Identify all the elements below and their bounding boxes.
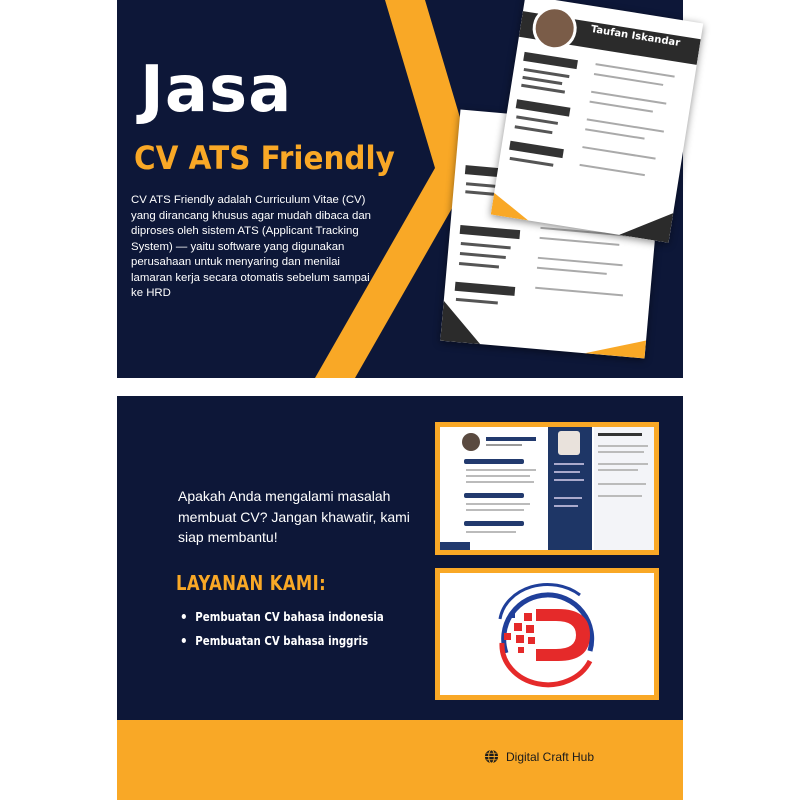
cv-photo xyxy=(530,3,580,53)
promo-question: Apakah Anda mengalami masalah membuat CV? Jangan khawatir, kami siap membantu! xyxy=(178,488,410,545)
hero-description: CV ATS Friendly adalah Curriculum Vitae (CV) yang dirancang khusus agar mudah dibaca dan diproses oleh sistem ATS (Applicant Tracking System) — yaitu software yang digunakan perusahaan untuk menyaring dan menilai lamaran kerja secara otomatis sebelum sampai ke HRD xyxy=(131,194,372,299)
footer-brand-name: Digital Craft Hub xyxy=(506,749,595,764)
logo-box xyxy=(440,573,654,695)
bullet-icon xyxy=(182,638,186,643)
services-title: LAYANAN KAMI: xyxy=(176,571,327,595)
footer-band xyxy=(117,720,683,800)
hero-subtitle: CV ATS Friendly xyxy=(134,139,395,177)
services-list xyxy=(180,607,420,655)
bullet-icon xyxy=(182,614,186,619)
logo-frame xyxy=(435,568,659,700)
cv-sample-front xyxy=(491,0,704,243)
cv-name: Taufan Iskandar xyxy=(590,24,681,49)
hero-title: Jasa xyxy=(140,53,293,127)
cv-preview xyxy=(440,427,654,550)
digital-craft-hub-logo xyxy=(440,573,654,695)
service-item: Pembuatan CV bahasa inggris xyxy=(180,631,384,655)
service-item: Pembuatan CV bahasa indonesia xyxy=(180,607,384,631)
globe-icon xyxy=(484,749,499,764)
footer-brand xyxy=(484,749,594,764)
cv-preview-frame xyxy=(435,422,659,555)
